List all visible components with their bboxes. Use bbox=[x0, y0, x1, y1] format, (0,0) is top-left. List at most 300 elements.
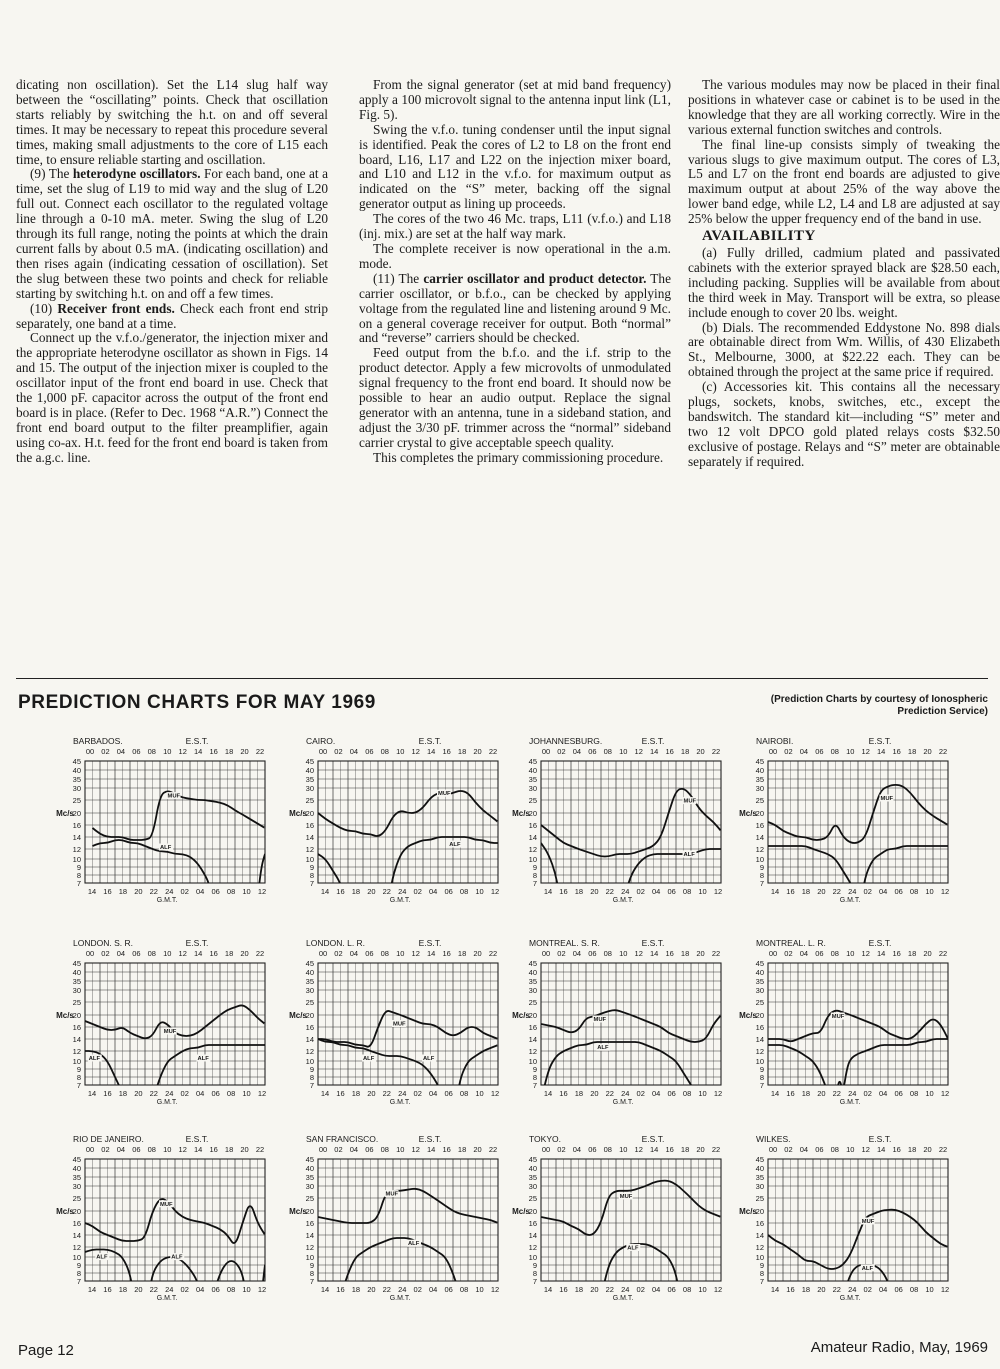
est-tick-label: 08 bbox=[603, 747, 612, 756]
y-tick-label: 9 bbox=[759, 1260, 764, 1270]
est-tick-label: 18 bbox=[224, 949, 234, 958]
gmt-tick-label: 22 bbox=[382, 1089, 391, 1098]
prediction-chart bbox=[56, 1134, 266, 1302]
y-axis-unit: Mc/s bbox=[289, 809, 307, 818]
text-run: Connect up the v.f.o./generator, the injection mixer and the appropriate heterodyne oscillator as shown in Figs. 14 and 15. The output of the injection mixer is coupled to the oscillator input of the front end board in use. Check that the 1,000 pF. capacitor across the output of the front end board is in place. (Refer to Dec. 1968 “A.R.”) Connect the front end board output to the filter preamplifier, again using co-ax. H.t. feed for the front end board is taken from the a.g.c. line. bbox=[16, 330, 328, 465]
est-tick-label: 20 bbox=[923, 747, 932, 756]
est-tick-label: 10 bbox=[396, 949, 405, 958]
est-tick-label: 02 bbox=[334, 747, 343, 756]
series-label: MUF bbox=[619, 1194, 633, 1200]
gmt-tick-label: 24 bbox=[398, 1089, 407, 1098]
gmt-tick-label: 20 bbox=[134, 1089, 143, 1098]
gmt-axis-label: G.M.T. bbox=[156, 897, 178, 904]
est-tick-label: 08 bbox=[830, 747, 839, 756]
y-tick-label: 12 bbox=[755, 1046, 764, 1056]
series-label: ALF bbox=[171, 1254, 183, 1261]
gmt-tick-label: 22 bbox=[149, 1285, 158, 1294]
est-tick-label: 16 bbox=[209, 949, 218, 958]
y-tick-label: 10 bbox=[72, 1056, 81, 1066]
y-tick-label: 45 bbox=[755, 1154, 764, 1164]
y-axis-unit: Mc/s bbox=[289, 1207, 307, 1216]
gmt-tick-label: 02 bbox=[636, 887, 645, 896]
series-label: ALF bbox=[160, 845, 172, 851]
series-label: ALF bbox=[627, 1245, 639, 1252]
est-tick-label: 00 bbox=[318, 1145, 328, 1154]
y-tick-label: 25 bbox=[528, 997, 537, 1007]
est-tick-label: 12 bbox=[411, 1145, 420, 1154]
gmt-tick-label: 08 bbox=[909, 887, 919, 896]
prediction-chart bbox=[56, 736, 266, 904]
est-tick-label: 14 bbox=[877, 747, 886, 756]
y-tick-label: 16 bbox=[755, 1022, 764, 1032]
est-tick-label: 00 bbox=[85, 949, 95, 958]
est-tick-label: 02 bbox=[334, 949, 343, 958]
est-tick-label: 14 bbox=[650, 1145, 659, 1154]
est-tick-label: 04 bbox=[799, 1145, 809, 1154]
gmt-tick-label: 06 bbox=[894, 1089, 903, 1098]
est-tick-label: 20 bbox=[696, 747, 705, 756]
y-tick-label: 30 bbox=[305, 1181, 314, 1191]
est-tick-label: 18 bbox=[457, 949, 467, 958]
est-tick-label: 10 bbox=[163, 1145, 172, 1154]
y-tick-label: 30 bbox=[755, 783, 764, 793]
y-tick-label: 7 bbox=[532, 1276, 537, 1286]
y-tick-label: 9 bbox=[76, 1064, 81, 1074]
gmt-tick-label: 20 bbox=[134, 887, 143, 896]
gmt-tick-label: 16 bbox=[103, 1285, 112, 1294]
est-tick-label: 20 bbox=[473, 1145, 482, 1154]
y-tick-label: 12 bbox=[305, 844, 314, 854]
y-tick-label: 14 bbox=[755, 1034, 764, 1044]
y-tick-label: 8 bbox=[532, 1268, 537, 1278]
est-tick-label: 02 bbox=[101, 949, 110, 958]
est-tick-label: 04 bbox=[116, 747, 126, 756]
y-tick-label: 30 bbox=[755, 1181, 764, 1191]
y-tick-label: 40 bbox=[528, 1163, 537, 1173]
y-tick-label: 40 bbox=[305, 967, 314, 977]
y-tick-label: 45 bbox=[305, 958, 314, 968]
gmt-tick-label: 24 bbox=[848, 1089, 857, 1098]
est-tick-label: 16 bbox=[665, 747, 674, 756]
y-axis-unit: Mc/s bbox=[739, 809, 757, 818]
chart-title: CAIRO. bbox=[306, 736, 336, 746]
y-tick-label: 40 bbox=[72, 1163, 81, 1173]
gmt-tick-label: 20 bbox=[817, 1285, 826, 1294]
chart-title: TOKYO. bbox=[529, 1134, 561, 1144]
gmt-tick-label: 02 bbox=[863, 1285, 872, 1294]
y-tick-label: 16 bbox=[755, 820, 764, 830]
gmt-tick-label: 10 bbox=[242, 887, 251, 896]
est-axis-label: E.S.T. bbox=[641, 938, 665, 948]
gmt-tick-label: 06 bbox=[667, 887, 676, 896]
gmt-tick-label: 24 bbox=[165, 887, 174, 896]
chart-title: MONTREAL. L. R. bbox=[756, 938, 826, 948]
gmt-tick-label: 10 bbox=[698, 1089, 707, 1098]
gmt-tick-label: 22 bbox=[832, 887, 841, 896]
gmt-tick-label: 22 bbox=[382, 1285, 391, 1294]
y-tick-label: 40 bbox=[72, 967, 81, 977]
est-tick-label: 02 bbox=[557, 1145, 566, 1154]
gmt-tick-label: 20 bbox=[817, 1089, 826, 1098]
est-tick-label: 12 bbox=[634, 747, 643, 756]
est-axis-label: E.S.T. bbox=[418, 938, 442, 948]
y-tick-label: 20 bbox=[72, 808, 81, 818]
prediction-chart bbox=[512, 938, 722, 1106]
gmt-tick-label: 10 bbox=[242, 1089, 251, 1098]
y-tick-label: 45 bbox=[528, 958, 537, 968]
y-axis-unit: Mc/s bbox=[512, 809, 530, 818]
gmt-tick-label: 18 bbox=[574, 887, 584, 896]
y-tick-label: 20 bbox=[528, 808, 537, 818]
est-tick-label: 16 bbox=[442, 1145, 451, 1154]
y-tick-label: 9 bbox=[76, 862, 81, 872]
y-tick-label: 8 bbox=[759, 1268, 764, 1278]
section-credit: (Prediction Charts by courtesy of Ionospheric Prediction Service) bbox=[770, 694, 988, 717]
gmt-tick-label: 08 bbox=[226, 1089, 236, 1098]
alf-series-line bbox=[862, 846, 948, 899]
gmt-tick-label: 12 bbox=[257, 1089, 267, 1098]
series-label: MUF bbox=[167, 793, 181, 800]
y-tick-label: 20 bbox=[755, 1206, 764, 1216]
y-tick-label: 45 bbox=[755, 756, 764, 766]
gmt-tick-label: 04 bbox=[429, 1089, 438, 1098]
est-tick-label: 20 bbox=[923, 949, 932, 958]
est-tick-label: 12 bbox=[178, 949, 187, 958]
gmt-tick-label: 06 bbox=[667, 1089, 676, 1098]
est-tick-label: 08 bbox=[380, 1145, 389, 1154]
series-label: ALF bbox=[423, 1056, 435, 1062]
y-tick-label: 16 bbox=[305, 1022, 314, 1032]
gmt-tick-label: 06 bbox=[444, 1285, 453, 1294]
y-tick-label: 10 bbox=[755, 854, 764, 864]
y-axis-unit: Mc/s bbox=[512, 1207, 530, 1216]
y-tick-label: 40 bbox=[528, 967, 537, 977]
gmt-tick-label: 04 bbox=[429, 1285, 438, 1294]
est-tick-label: 10 bbox=[619, 949, 628, 958]
y-tick-label: 40 bbox=[305, 765, 314, 775]
y-tick-label: 16 bbox=[528, 1022, 537, 1032]
prediction-chart bbox=[739, 1134, 949, 1302]
gmt-axis-label: G.M.T. bbox=[156, 1295, 178, 1302]
est-tick-label: 20 bbox=[696, 1145, 705, 1154]
est-tick-label: 04 bbox=[572, 949, 582, 958]
est-tick-label: 18 bbox=[457, 1145, 467, 1154]
gmt-tick-label: 04 bbox=[196, 1089, 205, 1098]
gmt-tick-label: 16 bbox=[336, 1285, 345, 1294]
est-axis-label: E.S.T. bbox=[868, 736, 892, 746]
est-tick-label: 00 bbox=[85, 747, 95, 756]
gmt-tick-label: 24 bbox=[165, 1089, 174, 1098]
est-tick-label: 00 bbox=[318, 949, 328, 958]
gmt-tick-label: 02 bbox=[636, 1285, 645, 1294]
y-tick-label: 25 bbox=[305, 997, 314, 1007]
gmt-tick-label: 06 bbox=[894, 1285, 903, 1294]
est-tick-label: 02 bbox=[784, 747, 793, 756]
y-tick-label: 40 bbox=[755, 765, 764, 775]
est-tick-label: 06 bbox=[132, 747, 141, 756]
est-tick-label: 10 bbox=[163, 949, 172, 958]
gmt-tick-label: 20 bbox=[590, 887, 599, 896]
est-tick-label: 20 bbox=[240, 747, 249, 756]
y-tick-label: 14 bbox=[305, 1034, 314, 1044]
est-tick-label: 02 bbox=[557, 747, 566, 756]
gmt-tick-label: 04 bbox=[652, 1285, 661, 1294]
y-tick-label: 20 bbox=[305, 1206, 314, 1216]
gmt-tick-label: 14 bbox=[320, 1089, 330, 1098]
gmt-tick-label: 22 bbox=[832, 1285, 841, 1294]
y-tick-label: 35 bbox=[755, 976, 764, 986]
gmt-tick-label: 04 bbox=[879, 1285, 888, 1294]
y-tick-label: 35 bbox=[755, 774, 764, 784]
prediction-chart bbox=[289, 736, 499, 904]
est-tick-label: 22 bbox=[938, 747, 948, 756]
est-tick-label: 10 bbox=[619, 1145, 628, 1154]
est-axis-label: E.S.T. bbox=[641, 1134, 665, 1144]
gmt-tick-label: 02 bbox=[863, 887, 872, 896]
gmt-tick-label: 12 bbox=[713, 1089, 723, 1098]
y-tick-label: 14 bbox=[755, 832, 764, 842]
series-label: ALF bbox=[96, 1254, 108, 1261]
gmt-tick-label: 20 bbox=[367, 887, 376, 896]
y-tick-label: 8 bbox=[759, 870, 764, 880]
y-tick-label: 30 bbox=[528, 1181, 537, 1191]
gmt-tick-label: 02 bbox=[413, 1089, 422, 1098]
gmt-tick-label: 06 bbox=[211, 887, 220, 896]
y-tick-label: 12 bbox=[528, 844, 537, 854]
gmt-axis-label: G.M.T. bbox=[612, 1295, 634, 1302]
page-number: Page 12 bbox=[18, 1342, 74, 1359]
y-axis-unit: Mc/s bbox=[739, 1207, 757, 1216]
gmt-tick-label: 02 bbox=[636, 1089, 645, 1098]
est-tick-label: 14 bbox=[427, 1145, 436, 1154]
text-run: (a) Fully drilled, cadmium plated and passivated cabinets with the exterior sprayed black are $28.50 each, including packing. Supplies will be available from about the third week in May. Transport will be extra, so please include enough to cover 20 lbs. weight. bbox=[688, 244, 1000, 320]
y-tick-label: 45 bbox=[72, 756, 81, 766]
gmt-tick-label: 08 bbox=[682, 1285, 692, 1294]
est-tick-label: 14 bbox=[194, 747, 203, 756]
est-tick-label: 06 bbox=[365, 747, 374, 756]
series-label: MUF bbox=[393, 1021, 406, 1028]
gmt-tick-label: 06 bbox=[444, 1089, 453, 1098]
est-tick-label: 14 bbox=[427, 747, 436, 756]
series-label: MUF bbox=[861, 1219, 875, 1225]
y-tick-label: 8 bbox=[76, 1072, 81, 1082]
est-tick-label: 00 bbox=[541, 949, 551, 958]
y-tick-label: 9 bbox=[532, 1064, 537, 1074]
gmt-tick-label: 14 bbox=[543, 1089, 553, 1098]
y-tick-label: 20 bbox=[755, 808, 764, 818]
text-run: The cores of the two 46 Mc. traps, L11 (v.f.o.) and L18 (inj. mix.) are set at the half way mark. bbox=[359, 211, 671, 242]
gmt-tick-label: 14 bbox=[320, 887, 330, 896]
y-tick-label: 16 bbox=[528, 1218, 537, 1228]
y-tick-label: 30 bbox=[72, 985, 81, 995]
est-axis-label: E.S.T. bbox=[641, 736, 665, 746]
gmt-tick-label: 16 bbox=[336, 887, 345, 896]
gmt-tick-label: 12 bbox=[490, 1089, 500, 1098]
est-axis-label: E.S.T. bbox=[868, 1134, 892, 1144]
gmt-tick-label: 08 bbox=[909, 1285, 919, 1294]
est-tick-label: 10 bbox=[619, 747, 628, 756]
y-tick-label: 10 bbox=[755, 1056, 764, 1066]
est-axis-label: E.S.T. bbox=[418, 736, 442, 746]
y-tick-label: 30 bbox=[305, 985, 314, 995]
est-tick-label: 18 bbox=[680, 747, 690, 756]
prediction-chart bbox=[739, 736, 949, 904]
y-tick-label: 14 bbox=[528, 1230, 537, 1240]
gmt-tick-label: 10 bbox=[475, 1285, 484, 1294]
gmt-tick-label: 04 bbox=[429, 887, 438, 896]
y-tick-label: 35 bbox=[528, 774, 537, 784]
y-tick-label: 8 bbox=[532, 1072, 537, 1082]
series-label: MUF bbox=[385, 1191, 399, 1198]
gmt-tick-label: 18 bbox=[351, 1089, 361, 1098]
gmt-tick-label: 02 bbox=[863, 1089, 872, 1098]
est-tick-label: 14 bbox=[877, 949, 886, 958]
gmt-tick-label: 20 bbox=[817, 887, 826, 896]
y-tick-label: 25 bbox=[305, 795, 314, 805]
gmt-axis-label: G.M.T. bbox=[156, 1099, 178, 1106]
est-tick-label: 08 bbox=[603, 1145, 612, 1154]
y-tick-label: 20 bbox=[755, 1010, 764, 1020]
y-tick-label: 10 bbox=[305, 854, 314, 864]
est-tick-label: 00 bbox=[768, 1145, 778, 1154]
text-run: From the signal generator (set at mid band frequency) apply a 100 microvolt signal to the antenna input link (L1, Fig. 5). bbox=[359, 77, 671, 122]
est-tick-label: 00 bbox=[541, 747, 551, 756]
chart-title: LONDON. S. R. bbox=[73, 938, 133, 948]
est-tick-label: 12 bbox=[411, 747, 420, 756]
gmt-tick-label: 16 bbox=[786, 887, 795, 896]
chart-title: LONDON. L. R. bbox=[306, 938, 366, 948]
est-tick-label: 02 bbox=[784, 1145, 793, 1154]
series-label: MUF bbox=[880, 796, 894, 802]
est-tick-label: 06 bbox=[588, 747, 597, 756]
chart-title: JOHANNESBURG. bbox=[529, 736, 603, 746]
gmt-tick-label: 02 bbox=[180, 887, 189, 896]
gmt-tick-label: 18 bbox=[801, 887, 811, 896]
est-tick-label: 06 bbox=[365, 949, 374, 958]
y-tick-label: 7 bbox=[532, 878, 537, 888]
est-tick-label: 06 bbox=[815, 747, 824, 756]
est-tick-label: 22 bbox=[711, 1145, 721, 1154]
prediction-chart bbox=[56, 938, 266, 1106]
gmt-tick-label: 12 bbox=[713, 887, 723, 896]
est-tick-label: 04 bbox=[349, 1145, 359, 1154]
y-tick-label: 25 bbox=[305, 1193, 314, 1203]
est-tick-label: 10 bbox=[846, 1145, 855, 1154]
gmt-tick-label: 16 bbox=[786, 1285, 795, 1294]
y-tick-label: 30 bbox=[305, 783, 314, 793]
gmt-tick-label: 08 bbox=[459, 887, 469, 896]
y-tick-label: 12 bbox=[305, 1046, 314, 1056]
y-tick-label: 9 bbox=[309, 1064, 314, 1074]
text-run: Check each front end strip separately, one band at a time. bbox=[16, 300, 328, 331]
est-tick-label: 04 bbox=[572, 1145, 582, 1154]
y-tick-label: 16 bbox=[72, 1218, 81, 1228]
gmt-tick-label: 04 bbox=[652, 887, 661, 896]
gmt-tick-label: 24 bbox=[848, 887, 857, 896]
y-tick-label: 9 bbox=[532, 862, 537, 872]
y-tick-label: 35 bbox=[528, 1172, 537, 1182]
gmt-tick-label: 24 bbox=[621, 887, 630, 896]
est-tick-label: 00 bbox=[768, 949, 778, 958]
y-tick-label: 20 bbox=[72, 1206, 81, 1216]
est-tick-label: 08 bbox=[603, 949, 612, 958]
y-tick-label: 10 bbox=[528, 1252, 537, 1262]
y-tick-label: 45 bbox=[755, 958, 764, 968]
gmt-tick-label: 04 bbox=[196, 1285, 205, 1294]
gmt-tick-label: 20 bbox=[134, 1285, 143, 1294]
gmt-tick-label: 02 bbox=[413, 887, 422, 896]
y-tick-label: 7 bbox=[309, 1080, 314, 1090]
y-tick-label: 7 bbox=[532, 1080, 537, 1090]
y-tick-label: 7 bbox=[309, 1276, 314, 1286]
gmt-tick-label: 08 bbox=[226, 887, 236, 896]
y-tick-label: 25 bbox=[72, 997, 81, 1007]
gmt-tick-label: 14 bbox=[770, 1285, 780, 1294]
y-tick-label: 14 bbox=[72, 1034, 81, 1044]
gmt-tick-label: 14 bbox=[87, 887, 97, 896]
est-tick-label: 12 bbox=[178, 747, 187, 756]
chart-title: NAIROBI. bbox=[756, 736, 794, 746]
y-tick-label: 12 bbox=[72, 1242, 81, 1252]
y-tick-label: 25 bbox=[528, 795, 537, 805]
gmt-tick-label: 10 bbox=[698, 887, 707, 896]
text-run: Feed output from the b.f.o. and the i.f. strip to the product detector. Apply a few microvolts of unmodulated signal frequency to the front end board. It should now be possible to hear an audio output. Replace the signal generator with an antenna, tune in a sideband station, and adjust the 3/30 pF. trimmer across the “normal” sideband carrier crystal to give acceptable speech quality. bbox=[359, 345, 671, 450]
series-label: ALF bbox=[597, 1045, 609, 1052]
gmt-tick-label: 14 bbox=[87, 1089, 97, 1098]
y-tick-label: 30 bbox=[528, 985, 537, 995]
y-tick-label: 40 bbox=[755, 967, 764, 977]
y-tick-label: 25 bbox=[755, 997, 764, 1007]
text-run: The carrier oscillator, or b.f.o., can be checked by applying voltage from the regulated line and listening around 9 Mc. on a general coverage receiver for output. Both “normal” and “reverse” carriers should be checked. bbox=[359, 270, 671, 346]
est-tick-label: 16 bbox=[665, 949, 674, 958]
series-label: ALF bbox=[449, 842, 461, 848]
gmt-tick-label: 24 bbox=[398, 1285, 407, 1294]
y-tick-label: 35 bbox=[528, 976, 537, 986]
est-tick-label: 04 bbox=[349, 747, 359, 756]
gmt-tick-label: 12 bbox=[940, 1285, 950, 1294]
est-tick-label: 16 bbox=[892, 1145, 901, 1154]
bold-term: carrier oscillator and product detector. bbox=[423, 270, 647, 286]
est-tick-label: 02 bbox=[101, 1145, 110, 1154]
est-tick-label: 16 bbox=[442, 949, 451, 958]
est-tick-label: 22 bbox=[488, 747, 498, 756]
est-tick-label: 20 bbox=[473, 949, 482, 958]
chart-title: MONTREAL. S. R. bbox=[529, 938, 600, 948]
y-tick-label: 12 bbox=[528, 1242, 537, 1252]
series-label: MUF bbox=[163, 1029, 177, 1035]
est-tick-label: 18 bbox=[224, 747, 234, 756]
est-tick-label: 06 bbox=[365, 1145, 374, 1154]
gmt-tick-label: 12 bbox=[257, 887, 267, 896]
y-tick-label: 14 bbox=[305, 832, 314, 842]
est-tick-label: 14 bbox=[650, 747, 659, 756]
gmt-tick-label: 14 bbox=[770, 887, 780, 896]
gmt-tick-label: 18 bbox=[118, 1285, 128, 1294]
text-run: (c) Accessories kit. This contains all the necessary plugs, sockets, knobs, switches, etc., except the bandswitch. The standard kit—including “S” meter and two 12 volt DPCO gold plated relays costs $32.50 exclusive of postage. Relays and “S” meter are obtainable separately if required. bbox=[688, 379, 1000, 469]
y-tick-label: 40 bbox=[755, 1163, 764, 1173]
est-tick-label: 06 bbox=[588, 949, 597, 958]
y-tick-label: 14 bbox=[72, 1230, 81, 1240]
est-axis-label: E.S.T. bbox=[185, 938, 209, 948]
bold-term: heterodyne oscillators. bbox=[72, 166, 201, 182]
y-tick-label: 45 bbox=[305, 1154, 314, 1164]
y-tick-label: 7 bbox=[76, 878, 81, 888]
y-tick-label: 9 bbox=[532, 1260, 537, 1270]
gmt-tick-label: 06 bbox=[894, 887, 903, 896]
y-tick-label: 30 bbox=[72, 1181, 81, 1191]
est-tick-label: 12 bbox=[634, 1145, 643, 1154]
gmt-tick-label: 18 bbox=[351, 1285, 361, 1294]
